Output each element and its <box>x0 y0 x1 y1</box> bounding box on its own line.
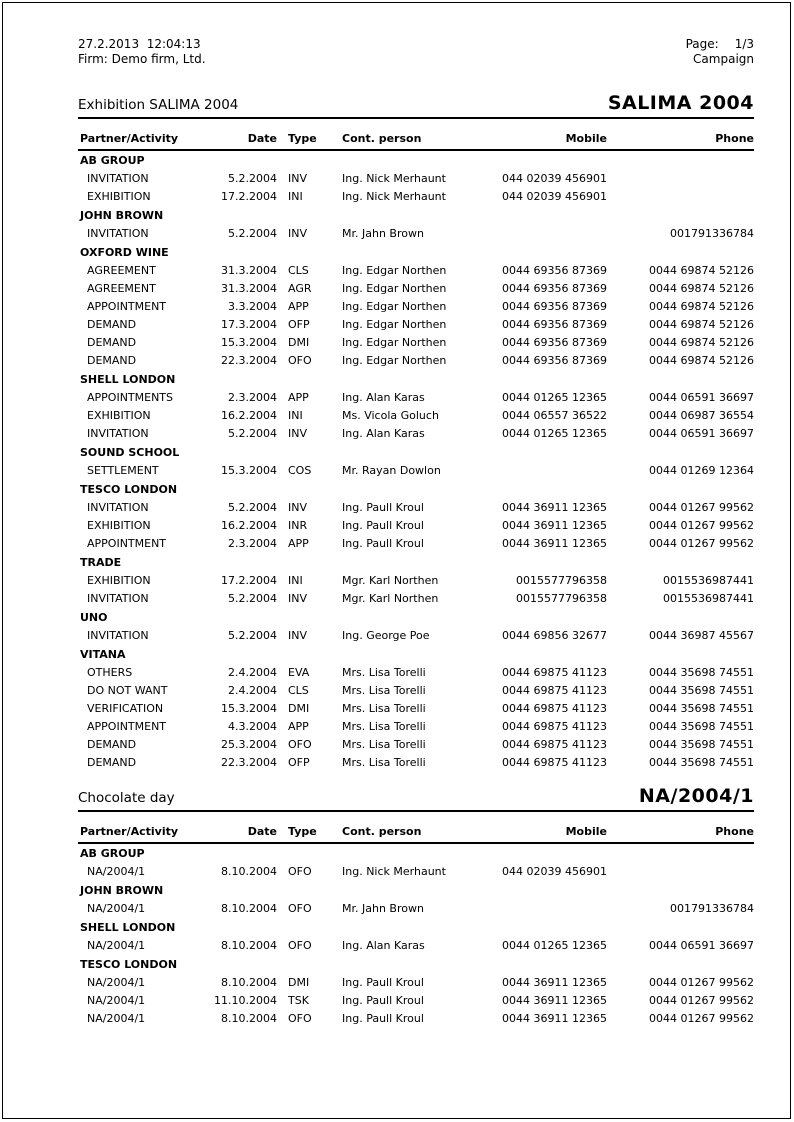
partner-group-row <box>78 918 754 937</box>
cell-activity: NA/2004/1 <box>87 976 146 989</box>
partner-name: AB GROUP <box>80 154 145 167</box>
table-header-row <box>78 823 754 843</box>
cell-date: 11.10.2004 <box>214 994 277 1007</box>
cell-type: OFO <box>288 939 312 952</box>
cell-person: Ing. Nick Merhaunt <box>342 865 446 878</box>
activity-row <box>78 389 754 407</box>
cell-phone <box>607 170 754 188</box>
cell-mobile: 0044 69356 87369 <box>502 354 607 367</box>
cell-phone <box>607 863 754 881</box>
cell-mobile <box>488 462 607 480</box>
cell-mobile: 0044 69875 41123 <box>502 756 607 769</box>
cell-person: Mr. Rayan Dowlon <box>342 464 441 477</box>
activity-row <box>78 1010 754 1028</box>
cell-type: APP <box>288 537 309 550</box>
cell-person: Ing. Edgar Northen <box>342 318 447 331</box>
cell-phone: 0044 01269 12364 <box>649 464 754 477</box>
cell-type: CLS <box>288 264 309 277</box>
cell-phone: 0044 06591 36697 <box>649 427 754 440</box>
partner-name: VITANA <box>80 648 126 661</box>
cell-date: 25.3.2004 <box>221 738 277 751</box>
cell-person: Ing. Paull Kroul <box>342 1012 424 1025</box>
cell-activity: INVITATION <box>87 172 149 185</box>
cell-activity: EXHIBITION <box>87 519 151 532</box>
cell-type: INV <box>288 227 307 240</box>
activity-row <box>78 627 754 645</box>
cell-type: INV <box>288 427 307 440</box>
cell-mobile: 0044 01265 12365 <box>502 427 607 440</box>
cell-phone: 0044 35698 74551 <box>649 702 754 715</box>
firm-name: Firm: Demo firm, Ltd. <box>78 52 206 66</box>
cell-person: Ing. Paull Kroul <box>342 976 424 989</box>
cell-activity: NA/2004/1 <box>87 865 146 878</box>
cell-person: Ms. Vicola Goluch <box>342 409 439 422</box>
cell-person: Ing. Alan Karas <box>342 427 425 440</box>
cell-date: 5.2.2004 <box>228 629 277 642</box>
cell-person: Mrs. Lisa Torelli <box>342 684 426 697</box>
partner-group-row <box>78 553 754 572</box>
cell-mobile: 0044 36911 12365 <box>502 519 607 532</box>
activity-row <box>78 572 754 590</box>
activity-row <box>78 992 754 1010</box>
cell-mobile <box>488 225 607 243</box>
activity-row <box>78 517 754 535</box>
col-header-cont-person: Cont. person <box>342 130 488 150</box>
col-header-date: Date <box>203 130 277 150</box>
cell-mobile: 0044 69356 87369 <box>502 300 607 313</box>
activity-row <box>78 754 754 772</box>
col-header-type: Type <box>277 823 342 843</box>
cell-person: Mrs. Lisa Torelli <box>342 720 426 733</box>
activity-row <box>78 225 754 243</box>
activity-row <box>78 425 754 443</box>
page-number: 1/3 <box>734 37 754 51</box>
cell-phone: 0044 35698 74551 <box>649 720 754 733</box>
partner-name: UNO <box>80 611 108 624</box>
activity-row <box>78 262 754 280</box>
partner-group-row <box>78 443 754 462</box>
cell-date: 4.3.2004 <box>228 720 277 733</box>
cell-mobile: 0044 36911 12365 <box>502 537 607 550</box>
cell-date: 31.3.2004 <box>221 282 277 295</box>
section-title-row <box>78 786 754 812</box>
cell-mobile: 044 02039 456901 <box>502 865 607 878</box>
activity-row <box>78 863 754 881</box>
cell-date: 15.3.2004 <box>221 464 277 477</box>
activity-table <box>78 823 754 1028</box>
header-right <box>686 37 754 67</box>
cell-mobile: 0044 69356 87369 <box>502 336 607 349</box>
cell-mobile: 0044 69875 41123 <box>502 684 607 697</box>
cell-mobile: 0044 06557 36522 <box>502 409 607 422</box>
cell-phone: 0044 69874 52126 <box>649 318 754 331</box>
cell-date: 2.4.2004 <box>228 666 277 679</box>
cell-person: Ing. Alan Karas <box>342 391 425 404</box>
cell-person: Ing. Nick Merhaunt <box>342 172 446 185</box>
cell-activity: NA/2004/1 <box>87 994 146 1007</box>
cell-activity: APPOINTMENT <box>87 537 167 550</box>
cell-date: 16.2.2004 <box>221 409 277 422</box>
cell-date: 5.2.2004 <box>228 501 277 514</box>
cell-activity: NA/2004/1 <box>87 902 146 915</box>
cell-person: Ing. George Poe <box>342 629 430 642</box>
cell-activity: NA/2004/1 <box>87 939 146 952</box>
page-indicator <box>686 37 754 52</box>
cell-activity: INVITATION <box>87 501 149 514</box>
cell-type: COS <box>288 464 312 477</box>
activity-row <box>78 188 754 206</box>
cell-type: OFO <box>288 738 312 751</box>
cell-activity: APPOINTMENTS <box>87 391 174 404</box>
activity-row <box>78 298 754 316</box>
cell-activity: APPOINTMENT <box>87 720 167 733</box>
cell-person: Ing. Edgar Northen <box>342 282 447 295</box>
cell-type: INV <box>288 501 307 514</box>
cell-person: Mgr. Karl Northen <box>342 592 439 605</box>
activity-table <box>78 130 754 772</box>
partner-group-row <box>78 645 754 664</box>
partner-name: SHELL LONDON <box>80 921 176 934</box>
report-page <box>3 3 791 1119</box>
activity-row <box>78 736 754 754</box>
cell-phone: 0044 69874 52126 <box>649 300 754 313</box>
activity-row <box>78 352 754 370</box>
section-code: SALIMA 2004 <box>607 92 754 114</box>
cell-mobile: 0015577796358 <box>516 592 607 605</box>
cell-phone: 0044 35698 74551 <box>649 756 754 769</box>
cell-mobile: 0044 69356 87369 <box>502 318 607 331</box>
sections <box>78 93 754 1028</box>
cell-activity: DEMAND <box>87 336 137 349</box>
cell-activity: DEMAND <box>87 354 137 367</box>
cell-type: DMI <box>288 702 310 715</box>
cell-phone: 0044 69874 52126 <box>649 264 754 277</box>
section-title: Chocolate day <box>78 790 175 806</box>
cell-type: OFP <box>288 318 310 331</box>
cell-phone: 0044 35698 74551 <box>649 738 754 751</box>
partner-name: SHELL LONDON <box>80 373 176 386</box>
cell-phone: 0044 69874 52126 <box>649 282 754 295</box>
cell-type: APP <box>288 391 309 404</box>
cell-person: Mrs. Lisa Torelli <box>342 756 426 769</box>
cell-mobile: 0044 36911 12365 <box>502 976 607 989</box>
partner-name: JOHN BROWN <box>80 884 164 897</box>
cell-type: INV <box>288 172 307 185</box>
cell-phone: 0044 35698 74551 <box>649 666 754 679</box>
cell-mobile: 0044 36911 12365 <box>502 1012 607 1025</box>
cell-phone: 0044 06591 36697 <box>649 391 754 404</box>
print-datetime: 27.2.2013 12:04:13 <box>78 37 201 51</box>
cell-mobile: 0044 69875 41123 <box>502 720 607 733</box>
col-header-mobile: Mobile <box>488 823 607 843</box>
cell-type: INV <box>288 592 307 605</box>
cell-phone: 0044 36987 45567 <box>649 629 754 642</box>
cell-person: Ing. Paull Kroul <box>342 537 424 550</box>
cell-date: 8.10.2004 <box>221 939 277 952</box>
cell-person: Mr. Jahn Brown <box>342 227 424 240</box>
activity-row <box>78 334 754 352</box>
activity-row <box>78 499 754 517</box>
report-header <box>78 37 754 67</box>
cell-type: EVA <box>288 666 310 679</box>
cell-person: Ing. Edgar Northen <box>342 354 447 367</box>
cell-date: 5.2.2004 <box>228 227 277 240</box>
cell-person: Ing. Paull Kroul <box>342 519 424 532</box>
cell-date: 2.4.2004 <box>228 684 277 697</box>
col-header-cont-person: Cont. person <box>342 823 488 843</box>
cell-mobile: 0015577796358 <box>516 574 607 587</box>
activity-row <box>78 535 754 553</box>
cell-phone: 0044 01267 99562 <box>649 537 754 550</box>
cell-person: Mgr. Karl Northen <box>342 574 439 587</box>
cell-activity: OTHERS <box>87 666 133 679</box>
partner-name: TRADE <box>80 556 122 569</box>
cell-date: 16.2.2004 <box>221 519 277 532</box>
cell-date: 5.2.2004 <box>228 172 277 185</box>
cell-mobile: 0044 69875 41123 <box>502 702 607 715</box>
cell-activity: SETTLEMENT <box>87 464 159 477</box>
cell-type: DMI <box>288 336 310 349</box>
cell-type: INR <box>288 519 308 532</box>
activity-row <box>78 664 754 682</box>
partner-group-row <box>78 480 754 499</box>
partner-name: TESCO LONDON <box>80 958 178 971</box>
activity-row <box>78 700 754 718</box>
partner-group-row <box>78 881 754 900</box>
cell-mobile: 0044 69356 87369 <box>502 282 607 295</box>
cell-type: CLS <box>288 684 309 697</box>
cell-mobile: 0044 01265 12365 <box>502 391 607 404</box>
cell-phone: 0044 06987 36554 <box>649 409 754 422</box>
cell-mobile: 0044 36911 12365 <box>502 501 607 514</box>
cell-phone: 0044 06591 36697 <box>649 939 754 952</box>
cell-phone: 0044 01267 99562 <box>649 1012 754 1025</box>
cell-person: Ing. Nick Merhaunt <box>342 190 446 203</box>
partner-group-row <box>78 370 754 389</box>
cell-activity: INVITATION <box>87 427 149 440</box>
cell-date: 15.3.2004 <box>221 702 277 715</box>
cell-phone: 0044 69874 52126 <box>649 336 754 349</box>
table-header-row <box>78 130 754 150</box>
cell-date: 2.3.2004 <box>228 537 277 550</box>
cell-date: 17.2.2004 <box>221 574 277 587</box>
activity-row <box>78 937 754 955</box>
report-section <box>78 786 754 1028</box>
cell-activity: VERIFICATION <box>87 702 164 715</box>
cell-mobile: 0044 01265 12365 <box>502 939 607 952</box>
activity-row <box>78 170 754 188</box>
cell-phone: 0044 35698 74551 <box>649 684 754 697</box>
cell-mobile: 0044 36911 12365 <box>502 994 607 1007</box>
section-title-row <box>78 93 754 119</box>
partner-name: JOHN BROWN <box>80 209 164 222</box>
cell-date: 17.3.2004 <box>221 318 277 331</box>
partner-name: SOUND SCHOOL <box>80 446 180 459</box>
cell-mobile: 0044 69856 32677 <box>502 629 607 642</box>
activity-row <box>78 407 754 425</box>
cell-mobile: 044 02039 456901 <box>502 172 607 185</box>
cell-type: INI <box>288 190 303 203</box>
col-header-type: Type <box>277 130 342 150</box>
col-header-partner-activity: Partner/Activity <box>78 823 203 843</box>
cell-person: Ing. Edgar Northen <box>342 300 447 313</box>
cell-mobile: 0044 69356 87369 <box>502 264 607 277</box>
cell-type: INI <box>288 574 303 587</box>
page-label: Page: <box>685 37 719 51</box>
cell-person: Ing. Paull Kroul <box>342 501 424 514</box>
cell-activity: APPOINTMENT <box>87 300 167 313</box>
cell-date: 15.3.2004 <box>221 336 277 349</box>
partner-name: AB GROUP <box>80 847 145 860</box>
activity-row <box>78 974 754 992</box>
header-left <box>78 37 206 67</box>
cell-activity: EXHIBITION <box>87 574 151 587</box>
cell-type: DMI <box>288 976 310 989</box>
cell-person: Ing. Alan Karas <box>342 939 425 952</box>
cell-date: 3.3.2004 <box>228 300 277 313</box>
col-header-mobile: Mobile <box>488 130 607 150</box>
report-section <box>78 93 754 772</box>
activity-row <box>78 316 754 334</box>
cell-phone <box>607 188 754 206</box>
cell-type: TSK <box>288 994 309 1007</box>
activity-row <box>78 682 754 700</box>
col-header-partner-activity: Partner/Activity <box>78 130 203 150</box>
cell-date: 8.10.2004 <box>221 902 277 915</box>
cell-phone: 0044 69874 52126 <box>649 354 754 367</box>
cell-phone: 001791336784 <box>670 902 754 915</box>
cell-person: Mrs. Lisa Torelli <box>342 702 426 715</box>
activity-row <box>78 900 754 918</box>
cell-person: Ing. Edgar Northen <box>342 264 447 277</box>
cell-type: OFO <box>288 865 312 878</box>
cell-person: Mr. Jahn Brown <box>342 902 424 915</box>
cell-mobile: 044 02039 456901 <box>502 190 607 203</box>
partner-group-row <box>78 843 754 863</box>
cell-activity: DEMAND <box>87 738 137 751</box>
cell-phone: 0015536987441 <box>663 592 754 605</box>
section-title: Exhibition SALIMA 2004 <box>78 97 239 113</box>
partner-group-row <box>78 243 754 262</box>
cell-phone: 0044 01267 99562 <box>649 519 754 532</box>
cell-person: Mrs. Lisa Torelli <box>342 738 426 751</box>
cell-mobile <box>488 900 607 918</box>
cell-type: OFP <box>288 756 310 769</box>
cell-phone: 0044 01267 99562 <box>649 501 754 514</box>
partner-name: TESCO LONDON <box>80 483 178 496</box>
activity-row <box>78 718 754 736</box>
partner-group-row <box>78 608 754 627</box>
cell-activity: AGREEMENT <box>87 264 156 277</box>
cell-activity: DO NOT WANT <box>87 684 168 697</box>
cell-date: 5.2.2004 <box>228 592 277 605</box>
cell-mobile: 0044 69875 41123 <box>502 666 607 679</box>
cell-phone: 0015536987441 <box>663 574 754 587</box>
cell-type: APP <box>288 720 309 733</box>
cell-date: 8.10.2004 <box>221 865 277 878</box>
cell-type: OFO <box>288 1012 312 1025</box>
cell-type: AGR <box>288 282 312 295</box>
activity-row <box>78 280 754 298</box>
cell-activity: INVITATION <box>87 592 149 605</box>
cell-activity: NA/2004/1 <box>87 1012 146 1025</box>
partner-group-row <box>78 150 754 170</box>
partner-group-row <box>78 206 754 225</box>
cell-date: 8.10.2004 <box>221 1012 277 1025</box>
report-name: Campaign <box>693 52 754 66</box>
cell-person: Ing. Edgar Northen <box>342 336 447 349</box>
cell-activity: DEMAND <box>87 318 137 331</box>
cell-activity: INVITATION <box>87 227 149 240</box>
cell-date: 8.10.2004 <box>221 976 277 989</box>
cell-date: 2.3.2004 <box>228 391 277 404</box>
col-header-phone: Phone <box>607 823 754 843</box>
section-code: NA/2004/1 <box>638 785 754 807</box>
cell-person: Ing. Paull Kroul <box>342 994 424 1007</box>
partner-group-row <box>78 955 754 974</box>
cell-activity: DEMAND <box>87 756 137 769</box>
col-header-date: Date <box>203 823 277 843</box>
cell-phone: 001791336784 <box>670 227 754 240</box>
cell-date: 17.2.2004 <box>221 190 277 203</box>
cell-activity: EXHIBITION <box>87 409 151 422</box>
cell-type: INV <box>288 629 307 642</box>
cell-activity: AGREEMENT <box>87 282 156 295</box>
cell-date: 5.2.2004 <box>228 427 277 440</box>
col-header-phone: Phone <box>607 130 754 150</box>
activity-row <box>78 590 754 608</box>
cell-activity: INVITATION <box>87 629 149 642</box>
activity-row <box>78 462 754 480</box>
partner-name: OXFORD WINE <box>80 246 169 259</box>
cell-type: OFO <box>288 902 312 915</box>
cell-activity: EXHIBITION <box>87 190 151 203</box>
cell-type: INI <box>288 409 303 422</box>
cell-type: APP <box>288 300 309 313</box>
cell-type: OFO <box>288 354 312 367</box>
cell-phone: 0044 01267 99562 <box>649 994 754 1007</box>
cell-date: 22.3.2004 <box>221 354 277 367</box>
cell-person: Mrs. Lisa Torelli <box>342 666 426 679</box>
cell-date: 31.3.2004 <box>221 264 277 277</box>
cell-phone: 0044 01267 99562 <box>649 976 754 989</box>
cell-date: 22.3.2004 <box>221 756 277 769</box>
cell-mobile: 0044 69875 41123 <box>502 738 607 751</box>
